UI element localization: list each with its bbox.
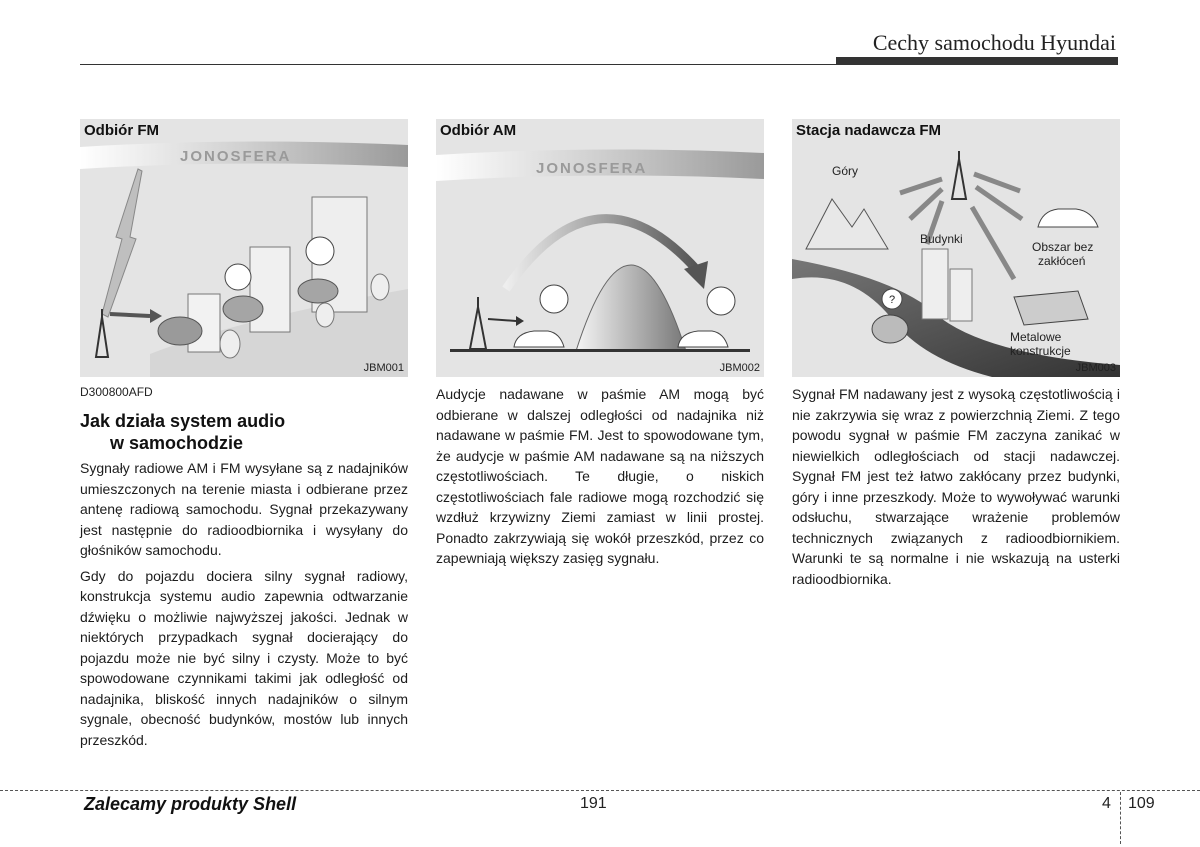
figure-fm-reception bbox=[80, 119, 408, 377]
car bbox=[298, 279, 338, 303]
radio-tower bbox=[470, 307, 486, 349]
paragraph: Gdy do pojazdu dociera silny sygnał radiowy, konstrukcja systemu audio zapewnia odtwarzanie dźwięku o możliwie najwyższej jakości. Jednak w niektórych przypadkach sygnał docierający do pojazdu może nie być silny i czysty. Może to być spowodowane czynnikami takimi jak odległość od nadajnika, bliskość innych nadajników o silnym sygnale, obecność budynków, mostów lub innych przeszkód. bbox=[80, 567, 408, 748]
tree bbox=[220, 330, 240, 358]
buildings-label: Budynki bbox=[920, 232, 963, 246]
paragraph: Sygnał FM nadawany jest z wysoką częstotliwością i nie zakrzywia się wraz z powierzchnią Ziemi. Z tego powodu sygnał w paśmie FM zaczyna zanikać w niewielkich odległościach od stacji nadawczej. Sygnał FM jest też łatwo zakłócany przez budynki, góry i inne przeszkody. Może to wywoływać warunki odsłuchu, stwarzające wrażenie problemów technicznych związanych z radioodbiornikiem. Warunki te są normalne i nie wskazują na usterki radioodbiornika. bbox=[792, 386, 1120, 587]
building bbox=[950, 269, 972, 321]
svg-text:?: ? bbox=[889, 294, 896, 306]
am-body bbox=[436, 384, 764, 574]
mountains-label: Góry bbox=[832, 164, 859, 178]
hill bbox=[576, 265, 686, 351]
am-reception-illustration bbox=[436, 119, 764, 377]
signal-arrow bbox=[900, 179, 942, 193]
footer-page-number: 109 bbox=[1128, 795, 1155, 812]
ionosphere-label: JONOSFERA bbox=[180, 148, 292, 165]
fm-reception-illustration bbox=[80, 119, 408, 377]
clear-area-label-1: Obszar bez bbox=[1032, 240, 1094, 254]
section-code: D300800AFD bbox=[80, 385, 153, 399]
car bbox=[514, 331, 564, 347]
figure-title: Odbiór AM bbox=[440, 122, 517, 139]
figure-code: JBM003 bbox=[1075, 362, 1116, 374]
car bbox=[158, 317, 202, 345]
figure-code: JBM002 bbox=[719, 362, 760, 374]
fm-body bbox=[792, 384, 1120, 594]
metal-label-1: Metalowe bbox=[1010, 330, 1062, 344]
footer-promo: Zalecamy produkty Shell bbox=[84, 794, 297, 814]
clear-area-label-2: zakłóceń bbox=[1038, 254, 1086, 268]
fm-station-illustration bbox=[792, 119, 1120, 377]
section-heading-line-2: w samochodzie bbox=[110, 433, 244, 453]
ground bbox=[450, 349, 750, 352]
radio-tower bbox=[952, 159, 966, 199]
car bbox=[872, 315, 908, 343]
sound-bubble bbox=[306, 237, 334, 265]
radio-tower bbox=[96, 317, 108, 357]
car bbox=[223, 296, 263, 322]
figure-title: Stacja nadawcza FM bbox=[796, 122, 942, 139]
car bbox=[1038, 209, 1098, 227]
signal-zigzag bbox=[102, 169, 142, 317]
footer-rule bbox=[0, 790, 1200, 791]
tree bbox=[371, 274, 389, 300]
footer-pdf-page: 191 bbox=[580, 795, 607, 812]
section-heading-line-1: Jak działa system audio bbox=[80, 411, 286, 431]
car bbox=[678, 331, 728, 347]
paragraph: Sygnały radiowe AM i FM wysyłane są z nadajników umieszczonych na terenie miasta i odbierane przez antenę radiową samochodu. Sygnał przekazywany jest następnie do radioodbiornika i wysyłany do głośników samochodu. bbox=[80, 460, 408, 558]
figure-title: Odbiór FM bbox=[84, 122, 159, 139]
header-bar bbox=[836, 57, 1118, 65]
figure-code: JBM001 bbox=[363, 362, 404, 374]
signal-arrow bbox=[972, 207, 1014, 279]
footer-separator bbox=[1120, 792, 1121, 844]
am-wave-arc bbox=[506, 219, 696, 289]
figure-fm-station bbox=[792, 119, 1120, 377]
metal-label-2: konstrukcje bbox=[1010, 344, 1071, 358]
page-header-title: Cechy samochodu Hyundai bbox=[872, 30, 1116, 55]
sound-bubble bbox=[707, 287, 735, 315]
tree bbox=[316, 303, 334, 327]
paragraph: Audycje nadawane w paśmie AM mogą być odbierane w dalszej odległości od nadajnika niż nadawane w paśmie FM. Jest to spowodowane tym, że audycje w paśmie AM nadawane są na niższych częstotliwościach. Te długie, o niskich częstotliwościach fale radiowe mogą rozchodzić się wzdłuż krzywizny Ziemi zamiast w linii prostej. Ponadto zakrzywiają się wokół przeszkód, przez co zapewniają większy zasięg sygnału. bbox=[436, 386, 764, 566]
sound-bubble bbox=[225, 264, 251, 290]
section-heading bbox=[80, 410, 285, 454]
footer-chapter: 4 bbox=[1102, 795, 1111, 812]
figure-am-reception bbox=[436, 119, 764, 377]
ionosphere-label: JONOSFERA bbox=[536, 160, 648, 177]
signal-arrow bbox=[110, 314, 150, 316]
section-body bbox=[80, 458, 408, 755]
mountains bbox=[806, 199, 888, 249]
metal-structure bbox=[1014, 291, 1088, 325]
building bbox=[922, 249, 948, 319]
sound-bubble bbox=[540, 285, 568, 313]
